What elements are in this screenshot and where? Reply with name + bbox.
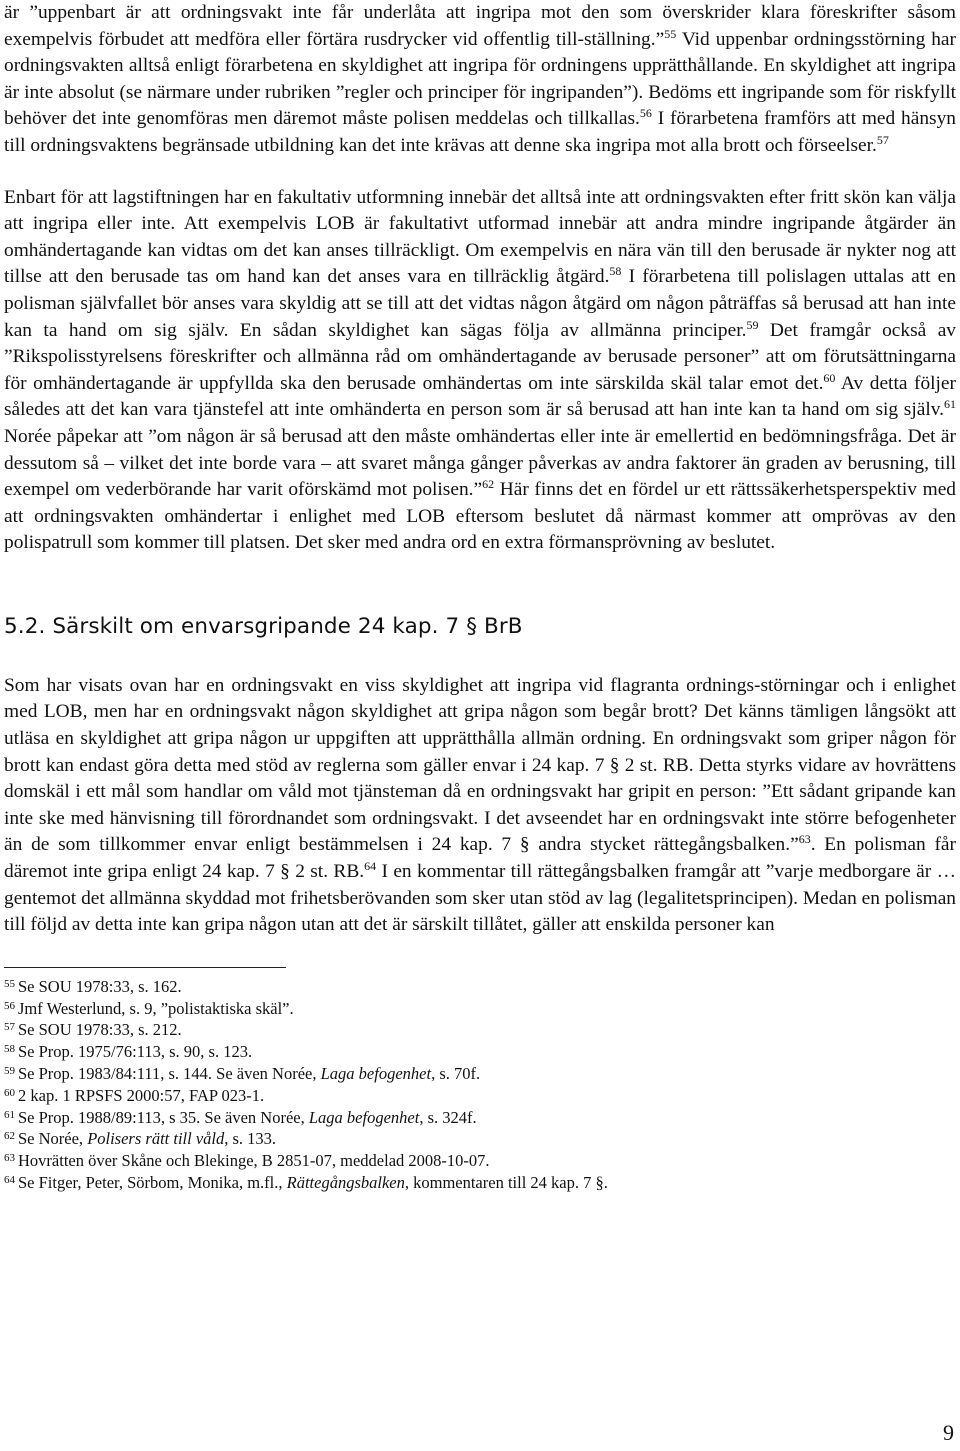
footnote-64 (4, 1172, 956, 1194)
text-run: , s. 133. (224, 1129, 277, 1149)
footnote-number: 62 (4, 1130, 15, 1143)
footnote-ref-60: 60 (823, 370, 836, 385)
text-run: Det framgår också av ”Rikspolisstyrelsens föreskrifter och allmänna råd om omhändertagande av berusade personer” att om förutsättningarna för omhändertagande är uppfyllda ska den berusade omhändertas om inte särskilda skäl talar emot det. (4, 319, 956, 394)
footnote-number: 57 (4, 1021, 15, 1034)
text-run: I en kommentar till rättegångsbalken framgår att ”varje medborgare är … gentemot det allmänna skyddad mot frihetsberövanden som sker utan stöd av lag (legalitetsprincipen). Medan en polisman till följd av detta inte kan gripa någon utan att det är särskilt tillåtet, gäller att enskilda personer kan (4, 861, 956, 936)
footnote-ref-63: 63 (798, 832, 811, 847)
footnote-number: 55 (4, 977, 15, 990)
text-run: Se Norée, (18, 1129, 88, 1149)
italic-title: Laga befogenhet (308, 1107, 420, 1127)
footnote-62 (4, 1128, 956, 1150)
italic-title: Rättegångsbalken (286, 1172, 405, 1192)
text-run: Se Prop. 1975/76:113, s. 90, s. 123. (18, 1042, 253, 1062)
footnote-61 (4, 1107, 956, 1129)
footnote-58 (4, 1041, 956, 1063)
page-number: 9 (943, 1420, 954, 1445)
text-run: . En polisman får däremot inte gripa enligt 24 kap. 7 § 2 st. RB. (4, 834, 956, 883)
text-run: Se SOU 1978:33, s. 212. (18, 1020, 182, 1040)
text-run: Som har visats ovan har en ordningsvakt en viss skyldighet att ingripa vid flagranta ordnings-störningar och i enlighet med LOB, men har en ordningsvakt någon skyldighet att gripa någon som begår brott? Det känns tämligen långsökt att utläsa en skyldighet att gripa någon ur uppgiften att upprätthålla allmän ordning. En ordningsvakt som griper någon för brott kan endast göra detta med stöd av reglerna som gäller envar i 24 kap. 7 § 2 st. RB. Detta styrks vidare av hovrättens domskäl i ett mål som handlar om våld mot tjänsteman då en ordningsvakt har gripit en person: ”Ett sådant gripande kan inte ske med hänvisning till förordnandet som ordningsvakt. I det avseendet har en ordningsvakt inte större befogenheter än de som tillkommer envar enligt bestämmelsen i 24 kap. 7 § andra stycket rättegångsbalken.” (4, 674, 956, 856)
text-run: Här finns det en fördel ur ett rättssäkerhetsperspektiv med att ordningsvakten omhändertar i enlighet med LOB eftersom beslutet då närmast kommer att omprövas av den polispatrull som kommer till platsen. Det sker med andra ord en extra förmansprövning av beslutet. (4, 479, 956, 554)
text-run: I förarbetena framförs att med hänsyn till ordningsvaktens begränsade utbildning kan det inte krävas att denne ska ingripa mot alla brott och förseelser. (4, 108, 956, 156)
footnote-ref-55: 55 (664, 26, 677, 41)
text-run: , s. 324f. (419, 1107, 477, 1127)
footnote-divider (4, 967, 286, 968)
footnote-number: 61 (4, 1108, 15, 1121)
footnote-ref-64: 64 (364, 859, 377, 874)
footnote-ref-57: 57 (876, 132, 889, 147)
footnote-55 (4, 976, 956, 998)
text-run: I förarbetena till polislagen uttalas att en polisman självfallet bör anses vara skyldig att se till att det vidtas någon åtgärd om någon påträffas så berusad att han inte kan ta hand om sig själv. En sådan skyldighet kan sägas följa av allmänna principer. (4, 266, 956, 341)
footnote-number: 58 (4, 1043, 15, 1056)
footnote-number: 56 (4, 999, 15, 1012)
footnote-63 (4, 1150, 956, 1172)
footnote-number: 60 (4, 1086, 15, 1099)
document-page (4, 0, 956, 1194)
text-run: är ”uppenbart är att ordningsvakt inte får underlåta att ingripa mot den som överskrider klara föreskrifter såsom exempelvis förbudet att medföra eller förtära rusdrycker vid offentlig till-ställning.” (4, 2, 956, 50)
text-run: Enbart för att lagstiftningen har en fakultativ utformning innebär det alltså inte att ordningsvakten efter fritt skön kan välja att ingripa eller inte. Att exempelvis LOB är fakultativt utformad innebär att andra mindre ingripande åtgärder än omhändertagande kan vidtas om det kan anses tillräckligt. Om exempelvis en nära vän till den berusade är nykter nog att tillse att den berusade tas om hand kan det anses vara en tillräcklig åtgärd. (4, 186, 956, 288)
text-run: Vid uppenbar ordningsstörning har ordningsvakten alltså enligt förarbetena en skyldighet att ingripa för ordningens upprätthållande. En skyldighet att ingripa är inte absolut (se närmare under rubriken ”regler och principer för ingripanden”). Bedöms ett ingripande som för riskfyllt behöver det inte genomföras men däremot måste polisen meddelas och tillkallas. (4, 28, 956, 130)
italic-title: Laga befogenhet (320, 1064, 432, 1083)
body-paragraph-1 (4, 0, 956, 160)
footnote-ref-56: 56 (639, 106, 652, 121)
footnote-number: 64 (4, 1173, 15, 1186)
footnote-number: 63 (4, 1152, 15, 1165)
section-heading: 5.2. Särskilt om envarsgripande 24 kap. 7 § BrB (4, 613, 523, 639)
text-run: Se Prop. 1988/89:113, s 35. Se även Norée, (18, 1107, 309, 1127)
footnote-57 (4, 1019, 956, 1041)
text-run: Hovrätten över Skåne och Blekinge, B 2851-07, meddelad 2008-10-07. (18, 1151, 490, 1171)
text-run: , s. 70f. (431, 1064, 481, 1083)
text-run: Jmf Westerlund, s. 9, ”polistaktiska skäl”. (18, 998, 294, 1018)
italic-title: Polisers rätt till våld (87, 1129, 225, 1149)
text-run: Norée påpekar att ”om någon är så berusad att den måste omhändertas eller inte är emellertid en bedömningsfråga. Det är dessutom så – vilket det inte borde vara – att svaret många gånger påverkas av andra faktorer än graden av berusning, till exempel om vederbörande har varit oförskämd mot polisen.” (4, 425, 956, 501)
footnote-number: 59 (4, 1065, 15, 1077)
footnote-60 (4, 1085, 956, 1107)
footnote-ref-59: 59 (746, 317, 759, 332)
footnote-56 (4, 998, 956, 1020)
body-paragraph-3 (4, 673, 956, 939)
text-run: Av detta följer således att det kan vara tjänstefel att inte omhänderta en person som är så berusad att han inte kan ta hand om sig själv. (4, 372, 957, 421)
text-run: Se Fitger, Peter, Sörbom, Monika, m.fl., (18, 1172, 287, 1192)
footnote-ref-58: 58 (609, 264, 622, 279)
text-run: Se SOU 1978:33, s. 162. (18, 976, 182, 996)
text-run: 2 kap. 1 RPSFS 2000:57, FAP 023-1. (18, 1085, 265, 1105)
footnote-ref-62: 62 (482, 477, 495, 492)
footnote-ref-61: 61 (944, 397, 956, 412)
body-paragraph-2 (4, 185, 956, 557)
text-run: , kommentaren till 24 kap. 7 §. (404, 1172, 608, 1192)
footnote-59 (4, 1063, 956, 1085)
footnote-list (4, 976, 956, 1194)
text-run: Se Prop. 1983/84:111, s. 144. Se även Norée, (18, 1064, 321, 1083)
